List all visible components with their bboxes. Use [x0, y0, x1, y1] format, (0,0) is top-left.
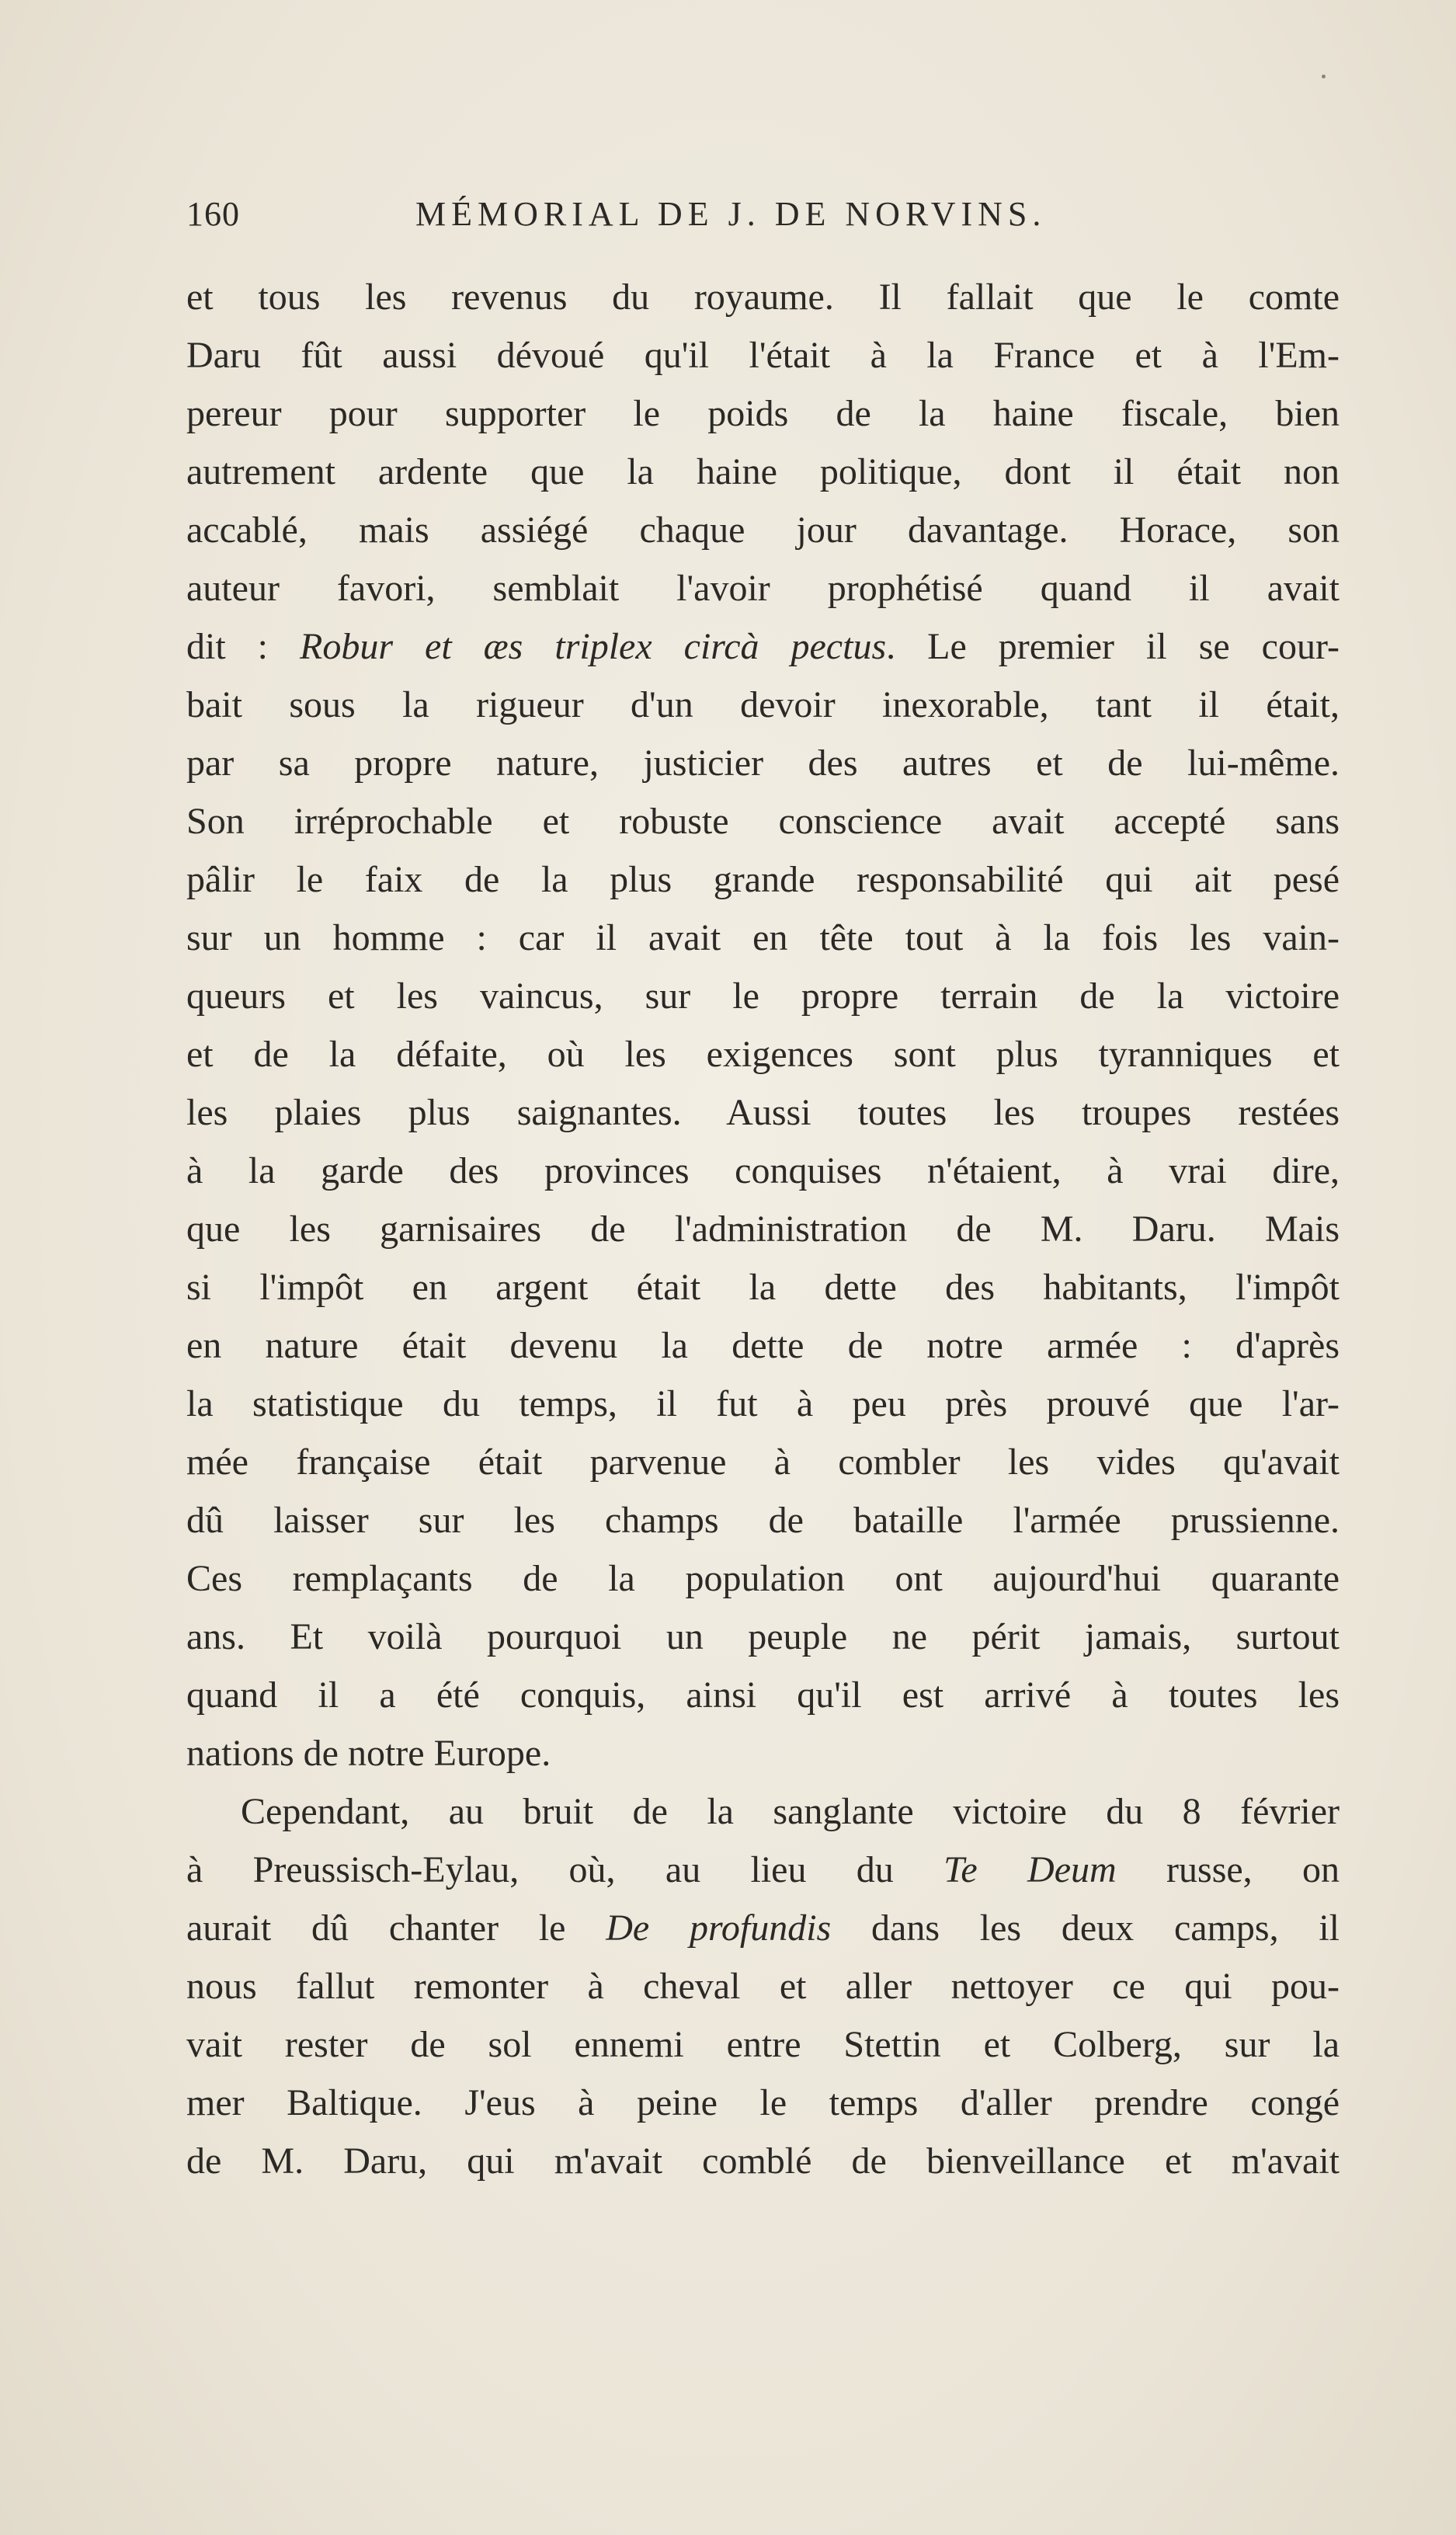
text-line: que les garnisaires de l'administration de M. Daru. Mais [186, 1208, 1340, 1250]
text-line: si l'impôt en argent était la dette des habitants, l'impôt [186, 1267, 1340, 1308]
text-line: pereur pour supporter le poids de la haine fiscale, bien [186, 393, 1340, 434]
text-line-with-italic [186, 1841, 1340, 1899]
italic-phrase: De profundis [606, 1907, 832, 1949]
text-line: Daru fût aussi dévoué qu'il l'était à la France et à l'Em- [186, 335, 1340, 376]
page-number: 160 [186, 195, 240, 233]
text-line: bait sous la rigueur d'un devoir inexorable, tant il était, [186, 684, 1340, 725]
text-line-with-quote [186, 617, 1340, 676]
text-line: de M. Daru, qui m'avait comblé de bienveillance et m'avait [186, 2140, 1340, 2182]
running-head [186, 194, 1336, 256]
text-line: dû laisser sur les champs de bataille l'armée prussienne. [186, 1500, 1340, 1541]
line-text: . Le premier il se cour- [886, 626, 1340, 667]
paper-speck [1322, 75, 1326, 78]
latin-quote: Robur et æs triplex circà pectus [300, 626, 887, 667]
running-title: MÉMORIAL DE J. DE NORVINS. [415, 195, 1047, 233]
line-text: à Preussisch-Eylau, où, au lieu du [186, 1849, 944, 1890]
paragraph-end-line: nations de notre Europe. [186, 1733, 551, 1774]
text-line: par sa propre nature, justicier des autres et de lui-même. [186, 742, 1340, 784]
text-line: Son irréprochable et robuste conscience avait accepté sans [186, 801, 1340, 842]
text-line: ans. Et voilà pourquoi un peuple ne périt jamais, surtout [186, 1616, 1340, 1657]
text-line: vait rester de sol ennemi entre Stettin et Colberg, sur la [186, 2024, 1340, 2065]
italic-phrase: Te Deum [943, 1849, 1117, 1890]
text-line: pâlir le faix de la plus grande responsabilité qui ait pesé [186, 859, 1340, 900]
text-line: en nature était devenu la dette de notre armée : d'après [186, 1325, 1340, 1366]
text-line: les plaies plus saignantes. Aussi toutes les troupes restées [186, 1092, 1340, 1133]
body-text [186, 268, 1340, 2190]
line-text: russe, on [1116, 1849, 1340, 1890]
text-line: auteur favori, semblait l'avoir prophétisé quand il avait [186, 568, 1340, 609]
text-line: autrement ardente que la haine politique, dont il était non [186, 451, 1340, 492]
text-line: la statistique du temps, il fut à peu près prouvé que l'ar- [186, 1383, 1340, 1424]
text-line: et tous les revenus du royaume. Il fallait que le comte [186, 276, 1340, 318]
text-line: et de la défaite, où les exigences sont plus tyranniques et [186, 1034, 1340, 1075]
text-line: mer Baltique. J'eus à peine le temps d'aller prendre congé [186, 2082, 1340, 2123]
line-text: dit : [186, 626, 301, 667]
text-line: mée française était parvenue à combler les vides qu'avait [186, 1441, 1340, 1483]
text-line-with-italic [186, 1899, 1340, 1957]
text-line: sur un homme : car il avait en tête tout à la fois les vain- [186, 917, 1340, 958]
text-line: queurs et les vaincus, sur le propre terrain de la victoire [186, 975, 1340, 1017]
paragraph-start-line: Cependant, au bruit de la sanglante victoire du 8 février [241, 1791, 1340, 1832]
text-line: quand il a été conquis, ainsi qu'il est arrivé à toutes les [186, 1674, 1340, 1716]
text-line: accablé, mais assiégé chaque jour davantage. Horace, son [186, 509, 1340, 551]
line-text: aurait dû chanter le [186, 1907, 606, 1949]
text-line: nous fallut remonter à cheval et aller nettoyer ce qui pou- [186, 1966, 1340, 2007]
text-line: Ces remplaçants de la population ont aujourd'hui quarante [186, 1558, 1340, 1599]
line-text: dans les deux camps, il [831, 1907, 1340, 1949]
text-line: à la garde des provinces conquises n'étaient, à vrai dire, [186, 1150, 1340, 1191]
